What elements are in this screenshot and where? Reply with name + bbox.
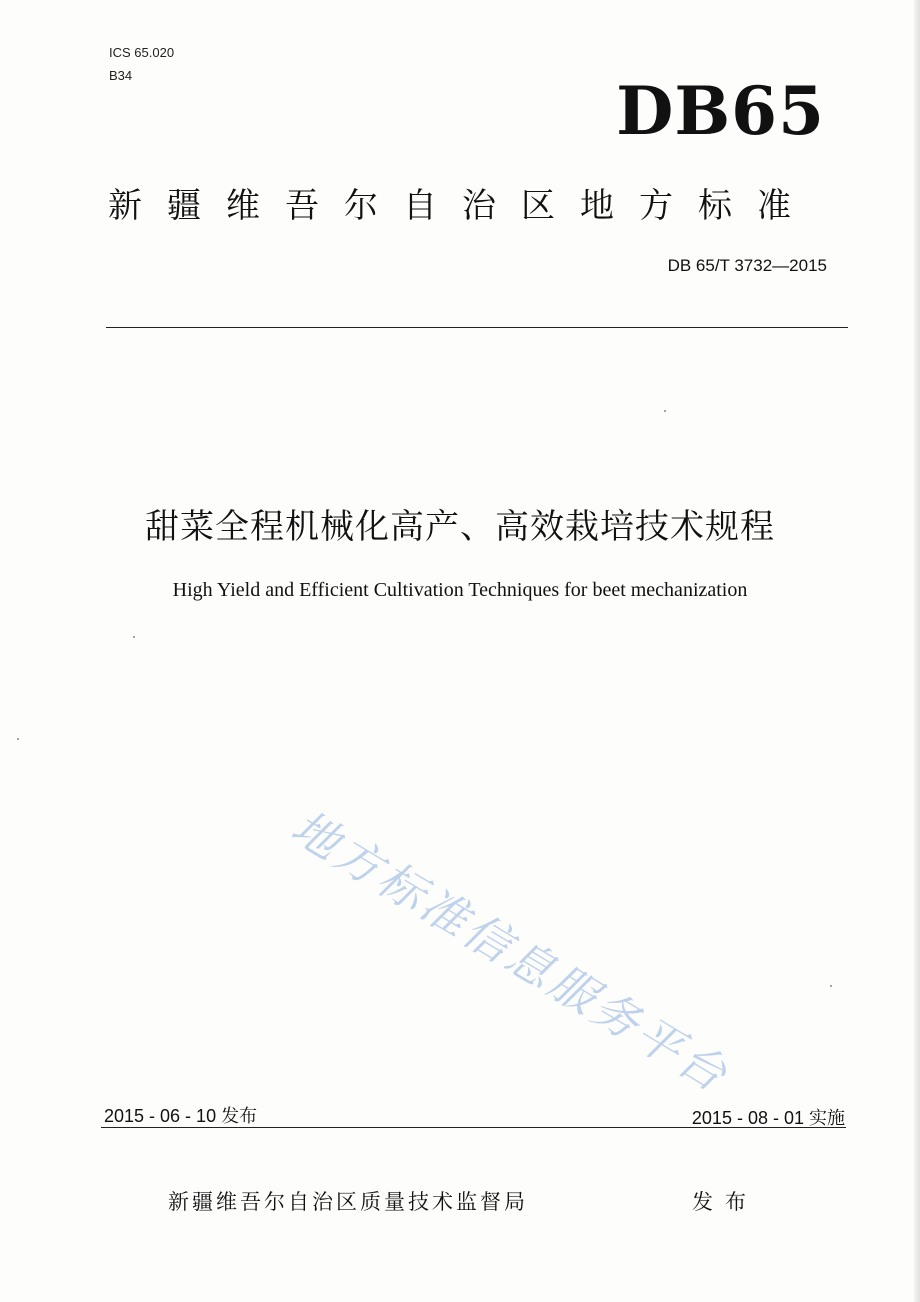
publish-label: 发布 bbox=[692, 1190, 758, 1214]
document-title-chinese: 甜菜全程机械化高产、高效栽培技术规程 bbox=[145, 507, 775, 547]
header-divider bbox=[106, 327, 848, 328]
scan-edge bbox=[914, 0, 920, 1302]
watermark: 地方标准信息服务平台 bbox=[282, 799, 739, 1104]
scan-speck bbox=[133, 636, 135, 638]
publisher: 新疆维吾尔自治区质量技术监督局 bbox=[168, 1190, 528, 1214]
ics-code: ICS 65.020 bbox=[109, 45, 175, 60]
document-title-english: High Yield and Efficient Cultivation Techniques for beet mechanization bbox=[172, 579, 748, 601]
scan-speck bbox=[830, 985, 832, 987]
standard-category: 新疆维吾尔自治区地方标准 bbox=[108, 186, 816, 226]
standard-logo: DB65 bbox=[616, 72, 825, 150]
scan-speck bbox=[17, 738, 19, 740]
footer-divider bbox=[101, 1127, 846, 1128]
scan-speck bbox=[664, 410, 666, 412]
issue-date: 2015 - 06 - 10 发布 bbox=[104, 1106, 258, 1126]
standard-number: DB 65/T 3732—2015 bbox=[667, 256, 827, 275]
implementation-date: 2015 - 08 - 01 实施 bbox=[691, 1108, 845, 1128]
ccs-code: B34 bbox=[109, 68, 133, 83]
